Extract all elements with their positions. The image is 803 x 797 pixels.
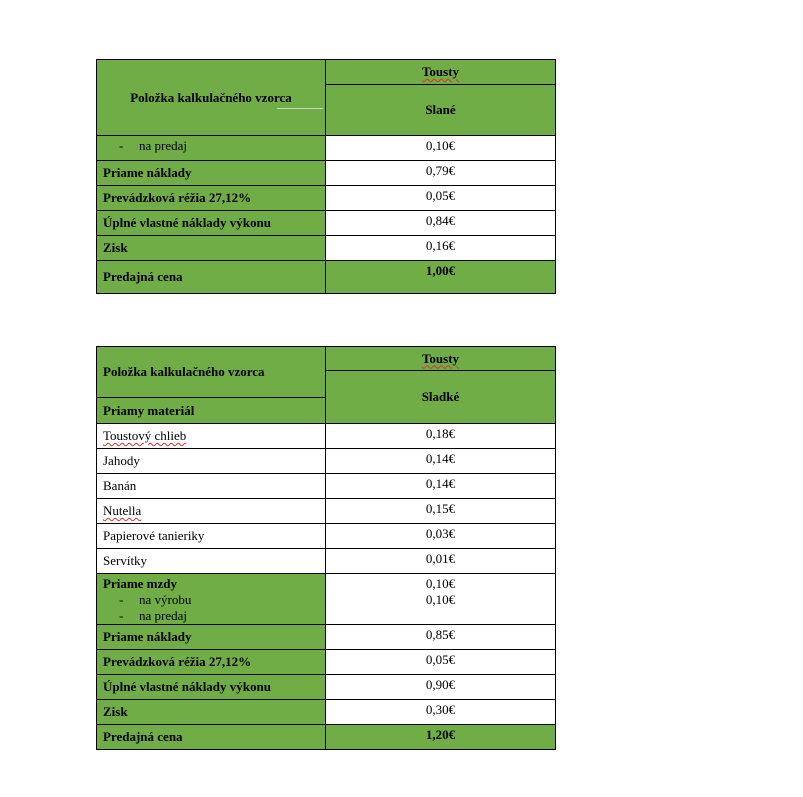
total-label: Priame náklady	[97, 625, 326, 650]
row-value: 0,16€	[326, 236, 556, 261]
row-value: 0,10€	[326, 136, 556, 161]
material-label: Jahody	[97, 449, 326, 474]
costing-table-sweet	[96, 346, 556, 750]
row-label: Úplné vlastné náklady výkonu	[97, 211, 326, 236]
divider-line	[277, 108, 323, 109]
row-label: - na predaj	[97, 136, 326, 161]
header-group: Tousty	[326, 60, 556, 85]
material-value: 0,03€	[326, 524, 556, 549]
header-sub: Sladké	[326, 371, 556, 424]
material-label: Toustový chlieb	[97, 424, 326, 449]
section-label: Priamy materiál	[97, 398, 326, 424]
total-value: 1,20€	[326, 725, 556, 750]
wages-label: Priame mzdy - na výrobu - na predaj	[97, 574, 326, 625]
header-group: Tousty	[326, 347, 556, 371]
row-label: Predajná cena	[97, 261, 326, 294]
header-sub: Slané	[326, 85, 556, 136]
total-label: Predajná cena	[97, 725, 326, 750]
row-value: 0,79€	[326, 161, 556, 186]
row-value: 0,05€	[326, 186, 556, 211]
material-value: 0,14€	[326, 449, 556, 474]
header-item-label: Položka kalkulačného vzorca	[97, 347, 326, 398]
material-label: Banán	[97, 474, 326, 499]
total-value: 0,90€	[326, 675, 556, 700]
total-value: 0,85€	[326, 625, 556, 650]
wages-values: 0,10€ 0,10€	[326, 574, 556, 625]
row-value: 1,00€	[326, 261, 556, 294]
total-value: 0,05€	[326, 650, 556, 675]
material-label: Servítky	[97, 549, 326, 574]
material-value: 0,01€	[326, 549, 556, 574]
total-value: 0,30€	[326, 700, 556, 725]
row-value: 0,84€	[326, 211, 556, 236]
row-label: Zisk	[97, 236, 326, 261]
row-label: Prevádzková réžia 27,12%	[97, 186, 326, 211]
header-item-label: Položka kalkulačného vzorca	[97, 60, 326, 136]
material-value: 0,18€	[326, 424, 556, 449]
material-value: 0,14€	[326, 474, 556, 499]
total-label: Prevádzková réžia 27,12%	[97, 650, 326, 675]
material-value: 0,15€	[326, 499, 556, 524]
row-label: Priame náklady	[97, 161, 326, 186]
costing-table-salty	[96, 59, 556, 294]
total-label: Zisk	[97, 700, 326, 725]
material-label: Papierové tanieriky	[97, 524, 326, 549]
material-label: Nutella	[97, 499, 326, 524]
total-label: Úplné vlastné náklady výkonu	[97, 675, 326, 700]
